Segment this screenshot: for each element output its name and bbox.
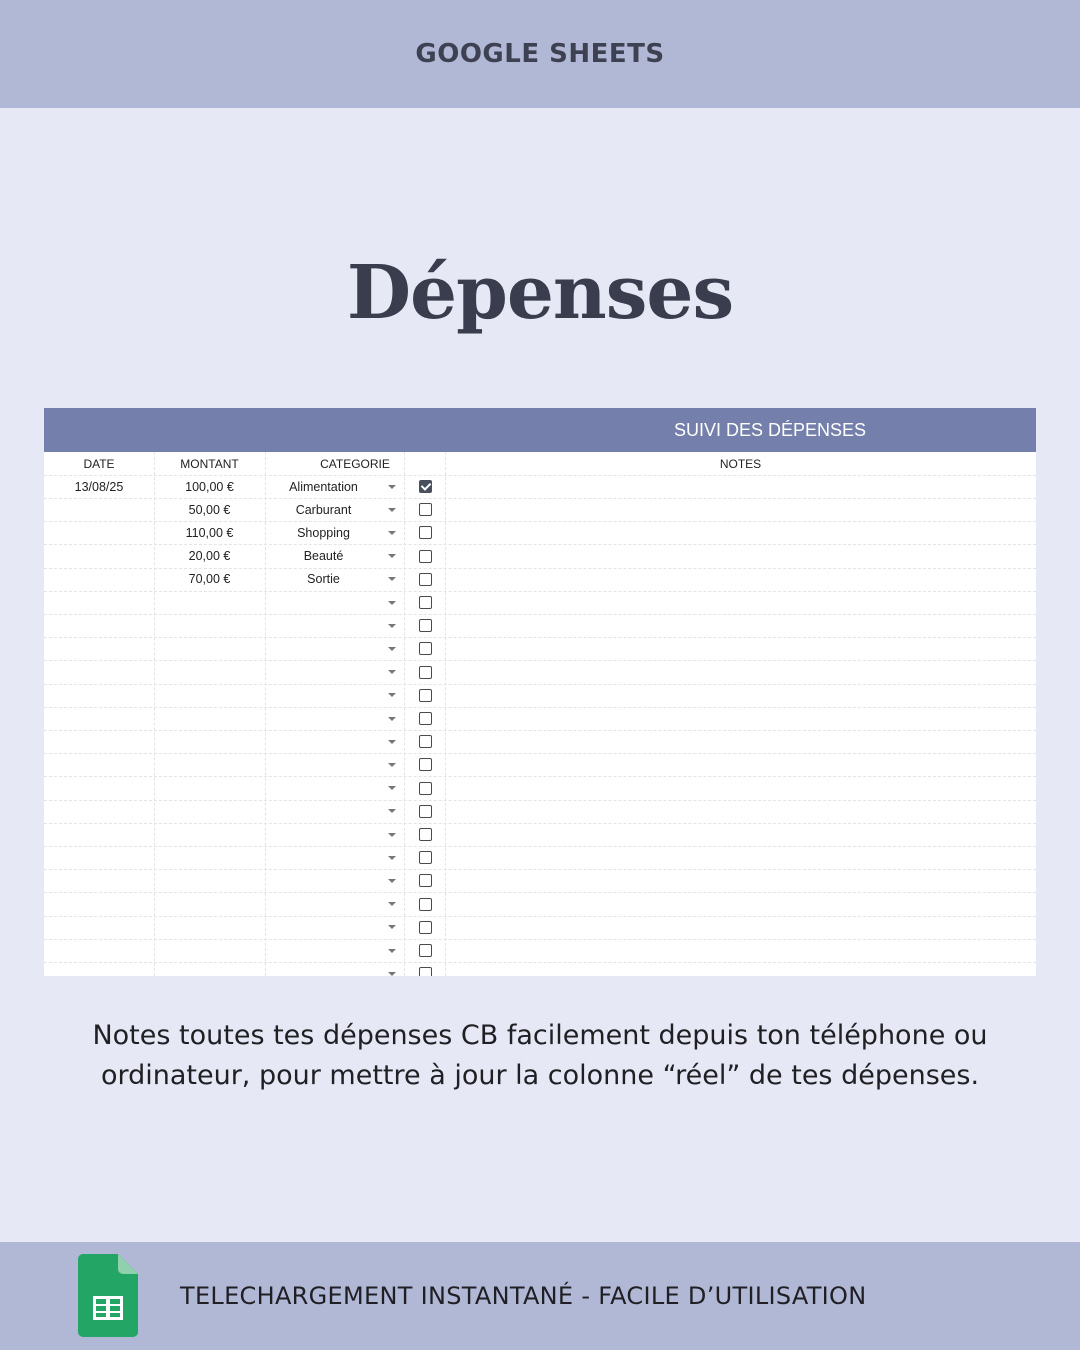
date-cell[interactable]: [44, 869, 154, 892]
notes-cell[interactable]: [445, 591, 1036, 614]
category-cell[interactable]: [265, 939, 382, 962]
date-cell[interactable]: [44, 684, 154, 707]
checkbox-cell: [406, 498, 444, 521]
category-cell[interactable]: Sortie: [307, 572, 340, 587]
category-dropdown[interactable]: [382, 521, 402, 544]
checkbox-cell: [406, 939, 444, 962]
date-cell[interactable]: [44, 614, 154, 637]
category-cell[interactable]: [265, 893, 382, 916]
category-cell[interactable]: [265, 591, 382, 614]
checkbox-cell: [406, 661, 444, 684]
column-divider: [404, 452, 405, 976]
category-dropdown[interactable]: [382, 661, 402, 684]
table-row: [44, 637, 1036, 661]
date-cell[interactable]: [44, 846, 154, 869]
date-cell[interactable]: 13/08/25: [74, 479, 124, 494]
category-dropdown[interactable]: [382, 823, 402, 846]
notes-cell[interactable]: [445, 753, 1036, 776]
paid-checkbox[interactable]: [419, 480, 432, 493]
amount-cell[interactable]: [154, 684, 265, 707]
chevron-down-icon: [388, 856, 396, 860]
table-row: [44, 939, 1036, 963]
category-cell[interactable]: [265, 637, 382, 660]
category-cell[interactable]: [265, 869, 382, 892]
chevron-down-icon: [388, 786, 396, 790]
checkbox-cell: [406, 545, 444, 568]
notes-cell[interactable]: [445, 777, 1036, 800]
table-row: [44, 753, 1036, 777]
category-dropdown[interactable]: [382, 846, 402, 869]
chevron-down-icon: [388, 902, 396, 906]
amount-cell[interactable]: [154, 753, 265, 776]
date-cell[interactable]: [44, 753, 154, 776]
notes-cell[interactable]: [445, 916, 1036, 939]
category-dropdown[interactable]: [382, 591, 402, 614]
paid-checkbox[interactable]: [419, 689, 432, 702]
chevron-down-icon: [388, 508, 396, 512]
date-cell[interactable]: [44, 823, 154, 846]
paid-checkbox[interactable]: [419, 828, 432, 841]
category-cell[interactable]: [265, 777, 382, 800]
checkbox-cell: [406, 475, 444, 498]
notes-cell[interactable]: [445, 684, 1036, 707]
date-cell[interactable]: [44, 730, 154, 753]
column-header-amount: MONTANT: [180, 456, 239, 471]
category-dropdown[interactable]: [382, 707, 402, 730]
table-row: [44, 591, 1036, 615]
category-dropdown[interactable]: [382, 730, 402, 753]
paid-checkbox[interactable]: [419, 758, 432, 771]
table-row: [44, 661, 1036, 685]
top-banner: [0, 0, 1080, 108]
date-cell[interactable]: [44, 707, 154, 730]
chevron-down-icon: [388, 624, 396, 628]
paid-checkbox[interactable]: [419, 573, 432, 586]
table-row: [44, 614, 1036, 638]
paid-checkbox[interactable]: [419, 526, 432, 539]
date-cell[interactable]: [44, 962, 154, 976]
date-cell[interactable]: [44, 893, 154, 916]
bottom-banner-label: TELECHARGEMENT INSTANTANÉ - FACILE D’UTILISATION: [180, 1282, 867, 1310]
chevron-down-icon: [388, 485, 396, 489]
chevron-down-icon: [388, 693, 396, 697]
category-dropdown[interactable]: [382, 939, 402, 962]
chevron-down-icon: [388, 879, 396, 883]
category-dropdown[interactable]: [382, 800, 402, 823]
table-row: [44, 707, 1036, 731]
table-row: [44, 475, 1036, 499]
paid-checkbox[interactable]: [419, 921, 432, 934]
date-cell[interactable]: [44, 521, 154, 544]
checkbox-cell: [406, 707, 444, 730]
page-title: Dépenses: [346, 250, 734, 336]
column-divider: [154, 452, 155, 976]
notes-cell[interactable]: [445, 823, 1036, 846]
amount-cell[interactable]: [154, 800, 265, 823]
table-row: [44, 893, 1036, 917]
sheet-header-title: SUIVI DES DÉPENSES: [673, 419, 867, 440]
category-cell[interactable]: [265, 800, 382, 823]
notes-cell[interactable]: [445, 893, 1036, 916]
paid-checkbox[interactable]: [419, 596, 432, 609]
table-row: [44, 568, 1036, 592]
category-cell[interactable]: [265, 661, 382, 684]
category-dropdown[interactable]: [382, 893, 402, 916]
notes-cell[interactable]: [445, 869, 1036, 892]
date-cell[interactable]: [44, 916, 154, 939]
column-header-row: [44, 452, 1036, 476]
table-row: [44, 869, 1036, 893]
table-row: [44, 498, 1036, 522]
checkbox-cell: [406, 637, 444, 660]
amount-cell[interactable]: [154, 939, 265, 962]
top-banner-label: GOOGLE SHEETS: [415, 39, 665, 69]
paid-checkbox[interactable]: [419, 874, 432, 887]
chevron-down-icon: [388, 740, 396, 744]
notes-cell[interactable]: [445, 614, 1036, 637]
paid-checkbox[interactable]: [419, 619, 432, 632]
amount-cell[interactable]: [154, 962, 265, 976]
chevron-down-icon: [388, 809, 396, 813]
paid-checkbox[interactable]: [419, 642, 432, 655]
chevron-down-icon: [388, 601, 396, 605]
table-row: [44, 730, 1036, 754]
notes-cell[interactable]: [445, 730, 1036, 753]
column-divider: [265, 452, 266, 976]
date-cell[interactable]: [44, 800, 154, 823]
notes-cell[interactable]: [445, 568, 1036, 591]
category-dropdown[interactable]: [382, 962, 402, 976]
paid-checkbox[interactable]: [419, 503, 432, 516]
checkbox-cell: [406, 753, 444, 776]
date-cell[interactable]: [44, 777, 154, 800]
amount-cell[interactable]: [154, 916, 265, 939]
category-dropdown[interactable]: [382, 916, 402, 939]
paid-checkbox[interactable]: [419, 550, 432, 563]
chevron-down-icon: [388, 554, 396, 558]
category-dropdown[interactable]: [382, 684, 402, 707]
column-header-notes: NOTES: [719, 456, 762, 471]
chevron-down-icon: [388, 647, 396, 651]
category-dropdown[interactable]: [382, 568, 402, 591]
sheet-header: [44, 408, 1036, 452]
notes-cell[interactable]: [445, 846, 1036, 869]
google-sheets-icon: [78, 1254, 138, 1337]
date-cell[interactable]: [44, 591, 154, 614]
chevron-down-icon: [388, 763, 396, 767]
notes-cell[interactable]: [445, 475, 1036, 498]
checkbox-cell: [406, 893, 444, 916]
category-cell[interactable]: Carburant: [295, 502, 352, 517]
category-cell[interactable]: Shopping: [297, 525, 350, 540]
date-cell[interactable]: [44, 545, 154, 568]
paid-checkbox[interactable]: [419, 735, 432, 748]
notes-cell[interactable]: [445, 498, 1036, 521]
category-dropdown[interactable]: [382, 777, 402, 800]
category-dropdown[interactable]: [382, 637, 402, 660]
checkbox-cell: [406, 730, 444, 753]
amount-cell[interactable]: [154, 893, 265, 916]
notes-cell[interactable]: [445, 637, 1036, 660]
table-row: [44, 684, 1036, 708]
checkbox-cell: [406, 568, 444, 591]
checkbox-cell: [406, 869, 444, 892]
date-cell[interactable]: [44, 637, 154, 660]
notes-cell[interactable]: [445, 661, 1036, 684]
table-row: [44, 846, 1036, 870]
table-row: [44, 916, 1036, 940]
chevron-down-icon: [388, 925, 396, 929]
table-row: [44, 545, 1036, 569]
spreadsheet: [44, 408, 1036, 976]
chevron-down-icon: [388, 670, 396, 674]
category-cell[interactable]: [265, 962, 382, 976]
category-cell[interactable]: Beauté: [303, 549, 344, 564]
paid-checkbox[interactable]: [419, 666, 432, 679]
category-dropdown[interactable]: [382, 614, 402, 637]
chevron-down-icon: [388, 577, 396, 581]
checkbox-cell: [406, 591, 444, 614]
category-cell[interactable]: [265, 707, 382, 730]
category-cell[interactable]: [265, 753, 382, 776]
notes-cell[interactable]: [445, 800, 1036, 823]
notes-cell[interactable]: [445, 545, 1036, 568]
category-dropdown[interactable]: [382, 498, 402, 521]
date-cell[interactable]: [44, 568, 154, 591]
paid-checkbox[interactable]: [419, 944, 432, 957]
paid-checkbox[interactable]: [419, 782, 432, 795]
amount-cell[interactable]: 70,00 €: [188, 572, 231, 587]
checkbox-cell: [406, 846, 444, 869]
amount-cell[interactable]: 100,00 €: [185, 479, 234, 494]
table-row: [44, 800, 1036, 824]
paid-checkbox[interactable]: [419, 898, 432, 911]
category-cell[interactable]: [265, 846, 382, 869]
notes-cell[interactable]: [445, 939, 1036, 962]
category-dropdown[interactable]: [382, 869, 402, 892]
chevron-down-icon: [388, 972, 396, 976]
amount-cell[interactable]: [154, 846, 265, 869]
category-dropdown[interactable]: [382, 475, 402, 498]
amount-cell[interactable]: 50,00 €: [188, 502, 231, 517]
category-dropdown[interactable]: [382, 545, 402, 568]
checkbox-cell: [406, 916, 444, 939]
amount-cell[interactable]: [154, 661, 265, 684]
amount-cell[interactable]: [154, 823, 265, 846]
category-cell[interactable]: [265, 916, 382, 939]
notes-cell[interactable]: [445, 962, 1036, 976]
checkbox-cell: [406, 684, 444, 707]
date-cell[interactable]: [44, 498, 154, 521]
checkbox-cell: [406, 962, 444, 976]
checkbox-cell: [406, 777, 444, 800]
date-cell[interactable]: [44, 661, 154, 684]
amount-cell[interactable]: [154, 730, 265, 753]
amount-cell[interactable]: 20,00 €: [188, 549, 231, 564]
chevron-down-icon: [388, 717, 396, 721]
amount-cell[interactable]: [154, 869, 265, 892]
paid-checkbox[interactable]: [419, 805, 432, 818]
paid-checkbox[interactable]: [419, 851, 432, 864]
chevron-down-icon: [388, 833, 396, 837]
description-text: Notes toutes tes dépenses CB facilement depuis ton téléphone ou ordinateur, pour mettre à jour la colonne “réel” de tes dépenses.: [92, 1020, 988, 1091]
category-cell[interactable]: [265, 684, 382, 707]
category-cell[interactable]: Alimentation: [289, 479, 358, 494]
checkbox-cell: [406, 800, 444, 823]
amount-cell[interactable]: [154, 591, 265, 614]
table-row: [44, 962, 1036, 976]
amount-cell[interactable]: [154, 614, 265, 637]
amount-cell[interactable]: [154, 637, 265, 660]
notes-cell[interactable]: [445, 707, 1036, 730]
category-cell[interactable]: [265, 614, 382, 637]
column-divider: [445, 452, 446, 976]
table-row: [44, 777, 1036, 801]
paid-checkbox[interactable]: [419, 712, 432, 725]
category-cell[interactable]: [265, 730, 382, 753]
amount-cell[interactable]: 110,00 €: [185, 525, 234, 540]
date-cell[interactable]: [44, 939, 154, 962]
checkbox-cell: [406, 823, 444, 846]
checkbox-cell: [406, 521, 444, 544]
paid-checkbox[interactable]: [419, 967, 432, 976]
column-header-category: CATEGORIE: [320, 456, 390, 471]
table-row: [44, 823, 1036, 847]
amount-cell[interactable]: [154, 707, 265, 730]
chevron-down-icon: [388, 531, 396, 535]
category-cell[interactable]: [265, 823, 382, 846]
amount-cell[interactable]: [154, 777, 265, 800]
column-header-date: DATE: [83, 456, 115, 471]
chevron-down-icon: [388, 949, 396, 953]
checkbox-cell: [406, 614, 444, 637]
notes-cell[interactable]: [445, 521, 1036, 544]
category-dropdown[interactable]: [382, 753, 402, 776]
table-row: [44, 521, 1036, 545]
